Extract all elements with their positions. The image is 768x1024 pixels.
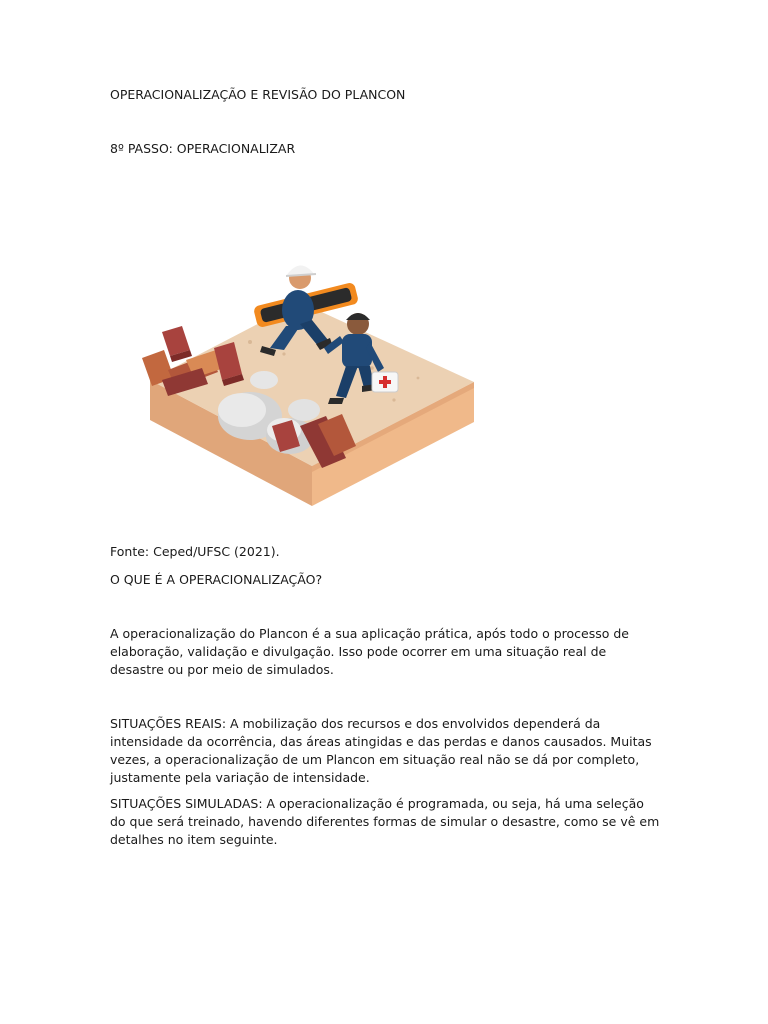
step-heading: 8º PASSO: OPERACIONALIZAR xyxy=(110,141,296,156)
paragraph-real-situations: SITUAÇÕES REAIS: A mobilização dos recursos e dos envolvidos dependerá da intensidade da ocorrência, das áreas atingidas e das perdas e danos causados. Muitas vezes, a operacionalização de um Plancon em situação real não se dá por completo, justamente pela variação de intensidade. xyxy=(110,716,652,785)
paragraph-intro: A operacionalização do Plancon é a sua aplicação prática, após todo o processo de elaboração, validação e divulgação. Isso pode ocorrer em uma situação real de desastre ou por meio de simulados. xyxy=(110,626,629,677)
document-heading: OPERACIONALIZAÇÃO E REVISÃO DO PLANCON xyxy=(110,87,406,102)
rescue-illustration xyxy=(132,250,484,516)
question-heading: O QUE É A OPERACIONALIZAÇÃO? xyxy=(110,572,323,587)
paragraph-simulated-situations: SITUAÇÕES SIMULADAS: A operacionalização é programada, ou seja, há uma seleção do que será treinado, havendo diferentes formas de simular o desastre, como se vê em detalhes no item seguinte. xyxy=(110,796,660,847)
figure-caption: Fonte: Ceped/UFSC (2021). xyxy=(110,544,280,559)
